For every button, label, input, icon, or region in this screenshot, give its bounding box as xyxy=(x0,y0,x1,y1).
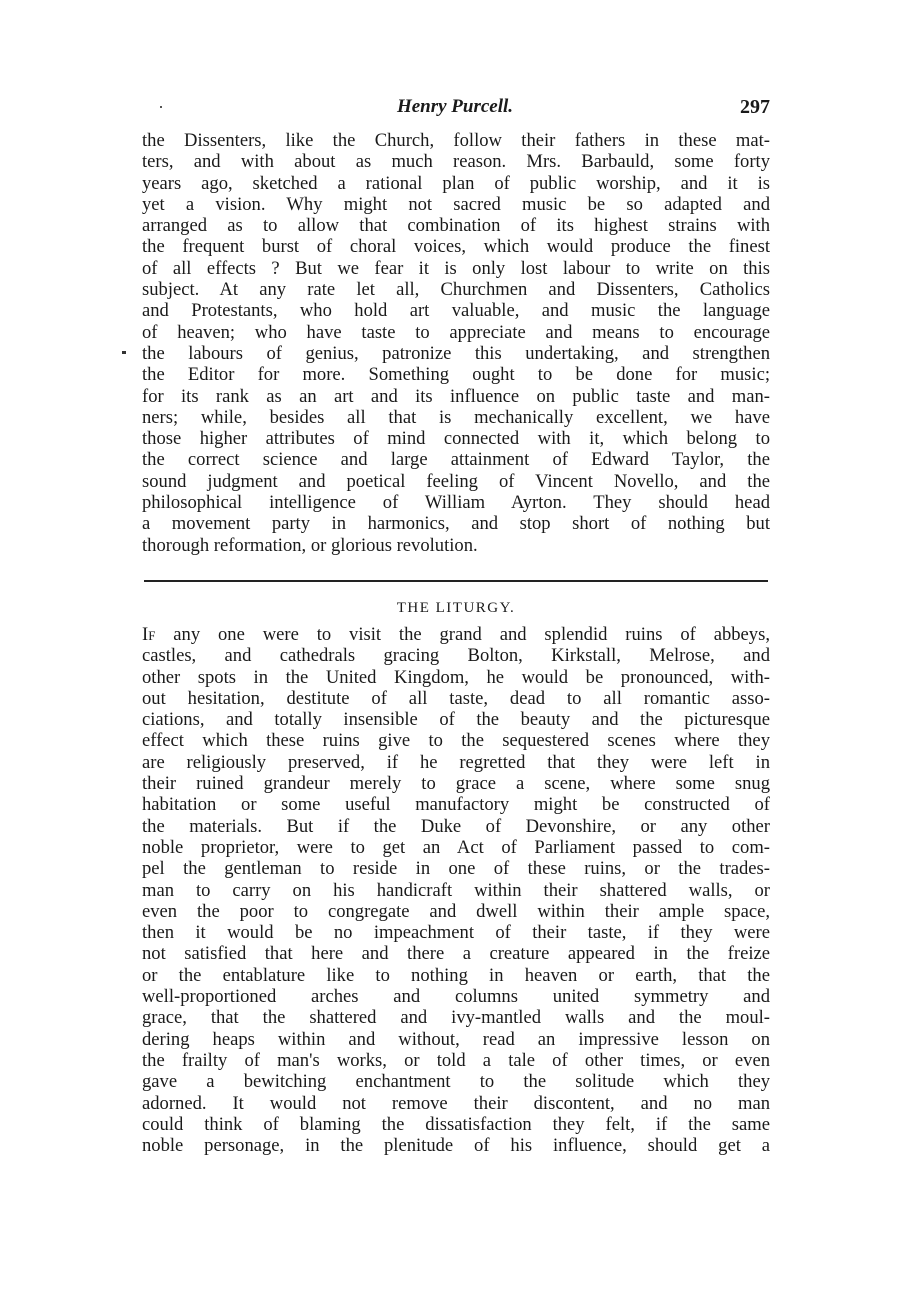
section-divider xyxy=(144,580,768,582)
text-line: sound judgment and poetical feeling of Vincent Novello, and the xyxy=(142,470,770,492)
text-line: out hesitation, destitute of all taste, dead to all romantic asso- xyxy=(142,687,770,709)
text-line: philosophical intelligence of William Ayrton. They should head xyxy=(142,492,770,514)
text-line: are religiously preserved, if he regretted that they were left in xyxy=(142,751,770,773)
text-line: adorned. It would not remove their discontent, and no man xyxy=(142,1092,770,1114)
section-title: THE LITURGY. xyxy=(396,600,516,616)
running-head xyxy=(140,96,770,126)
text-line: those higher attributes of mind connected with it, which belong to xyxy=(142,428,770,450)
text-line: castles, and cathedrals gracing Bolton, Kirkstall, Melrose, and xyxy=(142,645,770,667)
text-line: arranged as to allow that combination of its highest strains with xyxy=(142,215,770,237)
text-line: subject. At any rate let all, Churchmen and Dissenters, Catholics xyxy=(142,279,770,301)
text-line: pel the gentleman to reside in one of these ruins, or the trades- xyxy=(142,858,770,880)
text-line: the frailty of man's works, or told a tale of other times, or even xyxy=(142,1049,770,1071)
text-line: dering heaps within and without, read an impressive lesson on xyxy=(142,1028,770,1050)
text-line: could think of blaming the dissatisfaction they felt, if the same xyxy=(142,1113,770,1135)
dropcap: If xyxy=(142,624,156,645)
text-line-first-rest: any one were to visit the grand and splendid ruins of abbeys, xyxy=(155,624,770,645)
text-line: ters, and with about as much reason. Mrs. Barbauld, some forty xyxy=(142,151,770,173)
text-line: noble proprietor, were to get an Act of Parliament passed to com- xyxy=(142,836,770,858)
text-line: the materials. But if the Duke of Devonshire, or any other xyxy=(142,815,770,837)
text-line: of all effects ? But we fear it is only lost labour to write on this xyxy=(142,257,770,279)
text-line: a movement party in harmonics, and stop short of nothing but xyxy=(142,513,770,535)
page-number: 297 xyxy=(740,96,770,118)
text-line: effect which these ruins give to the sequestered scenes where they xyxy=(142,730,770,752)
text-line: not satisfied that here and there a creature appeared in the freize xyxy=(142,943,770,965)
running-title: Henry Purcell. xyxy=(396,96,514,117)
text-line: habitation or some useful manufactory might be constructed of xyxy=(142,794,770,816)
text-line: yet a vision. Why might not sacred music be so adapted and xyxy=(142,193,770,215)
text-line: ciations, and totally insensible of the beauty and the picturesque xyxy=(142,709,770,731)
text-line: grace, that the shattered and ivy-mantled walls and the moul- xyxy=(142,1007,770,1029)
text-line: the labours of genius, patronize this undertaking, and strengthen xyxy=(142,342,770,364)
text-line: for its rank as an art and its influence on public taste and man- xyxy=(142,385,770,407)
text-line: of heaven; who have taste to appreciate and means to encourage xyxy=(142,321,770,343)
text-line: other spots in the United Kingdom, he would be pronounced, with- xyxy=(142,666,770,688)
text-line: gave a bewitching enchantment to the solitude which they xyxy=(142,1071,770,1093)
margin-mark xyxy=(122,351,126,354)
text-line: their ruined grandeur merely to grace a scene, where some snug xyxy=(142,773,770,795)
text-line: and Protestants, who hold art valuable, and music the language xyxy=(142,300,770,322)
paragraph-purcell-conclusion xyxy=(142,130,770,556)
text-line: even the poor to congregate and dwell within their ample space, xyxy=(142,900,770,922)
text-line: then it would be no impeachment of their taste, if they were xyxy=(142,922,770,944)
text-line: years ago, sketched a rational plan of public worship, and it is xyxy=(142,172,770,194)
paragraph-liturgy xyxy=(142,624,770,1156)
text-line: noble personage, in the plenitude of his influence, should get a xyxy=(142,1135,770,1157)
text-line: ners; while, besides all that is mechanically excellent, we have xyxy=(142,406,770,428)
text-line: man to carry on his handicraft within their shattered walls, or xyxy=(142,879,770,901)
text-line-first xyxy=(142,624,770,645)
text-line: well-proportioned arches and columns united symmetry and xyxy=(142,986,770,1008)
text-line: or the entablature like to nothing in heaven or earth, that the xyxy=(142,964,770,986)
text-line: the Editor for more. Something ought to be done for music; xyxy=(142,364,770,386)
text-line: thorough reformation, or glorious revolution. xyxy=(142,534,478,556)
text-line: the Dissenters, like the Church, follow their fathers in these mat- xyxy=(142,130,770,151)
text-line: the frequent burst of choral voices, which would produce the finest xyxy=(142,236,770,258)
text-line: the correct science and large attainment of Edward Taylor, the xyxy=(142,449,770,471)
